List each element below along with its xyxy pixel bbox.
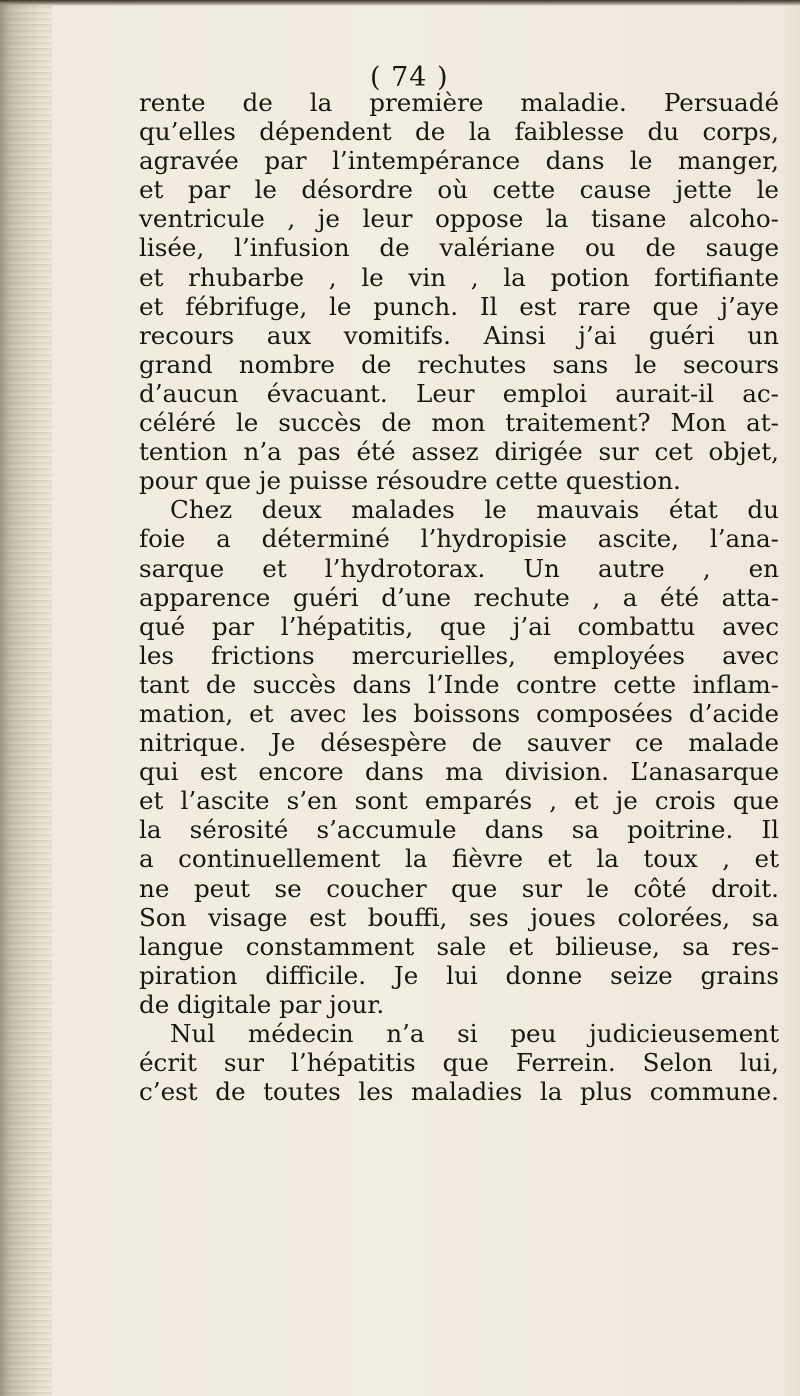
text-line: c’est de toutes les maladies la plus commune. xyxy=(139,1077,779,1107)
text-line: tention n’a pas été assez dirigée sur cet objet, xyxy=(139,437,779,467)
page-text xyxy=(139,88,779,1106)
text-line: langue constamment sale et bilieuse, sa res- xyxy=(139,931,779,961)
text-line: Son visage est bouffi, ses joues colorées, sa xyxy=(139,902,779,932)
text-line: les frictions mercurielles, employées avec xyxy=(139,640,779,670)
text-line: sarque et l’hydrotorax. Un autre , en xyxy=(139,553,779,583)
text-line: grand nombre de rechutes sans le secours xyxy=(139,349,779,379)
text-line: Nul médecin n’a si peu judicieusement xyxy=(170,1019,779,1048)
text-line: a continuellement la fièvre et la toux , et xyxy=(139,844,779,874)
text-line: d’aucun évacuant. Leur emploi aurait-il ac- xyxy=(139,378,779,408)
text-line: piration difficile. Je lui donne seize grains xyxy=(139,960,779,990)
page-number: ( 74 ) xyxy=(370,62,449,93)
text-line: apparence guéri d’une rechute , a été atta- xyxy=(139,582,779,612)
text-line: et par le désordre où cette cause jette le xyxy=(139,175,779,205)
text-line: ne peut se coucher que sur le côté droit. xyxy=(139,873,779,903)
text-line: céléré le succès de mon traitement? Mon at- xyxy=(139,408,779,438)
text-line: agravée par l’intempérance dans le manger, xyxy=(139,146,779,176)
text-line: recours aux vomitifs. Ainsi j’ai guéri un xyxy=(139,320,779,350)
text-line: pour que je puisse résoudre cette question. xyxy=(139,466,681,496)
page-binding-edge xyxy=(0,0,52,1396)
text-line: mation, et avec les boissons composées d’acide xyxy=(139,698,779,728)
text-line: la sérosité s’accumule dans sa poitrine. Il xyxy=(139,815,779,845)
text-line: nitrique. Je désespère de sauver ce malade xyxy=(139,728,779,758)
text-line: de digitale par jour. xyxy=(139,989,385,1019)
text-line: Chez deux malades le mauvais état du xyxy=(170,495,779,525)
text-line: foie a déterminé l’hydropisie ascite, l’ana- xyxy=(139,524,779,554)
text-line: et rhubarbe , le vin , la potion fortifiante xyxy=(139,262,779,292)
text-line: rente de la première maladie. Persuadé xyxy=(139,88,779,117)
text-line: écrit sur l’hépatitis que Ferrein. Selon lui, xyxy=(139,1048,779,1078)
text-line: qu’elles dépendent de la faiblesse du corps, xyxy=(139,117,779,147)
text-line: et l’ascite s’en sont emparés , et je crois que xyxy=(139,786,779,816)
page-top-edge xyxy=(0,0,800,6)
text-line: lisée, l’infusion de valériane ou de sauge xyxy=(139,233,779,263)
text-line: qué par l’hépatitis, que j’ai combattu avec xyxy=(139,611,779,641)
text-line: ventricule , je leur oppose la tisane alcoho- xyxy=(139,204,779,234)
text-line: tant de succès dans l’Inde contre cette inflam- xyxy=(139,669,779,699)
text-line: qui est encore dans ma division. L’anasarque xyxy=(139,757,779,787)
text-line: et fébrifuge, le punch. Il est rare que j’aye xyxy=(139,291,779,321)
